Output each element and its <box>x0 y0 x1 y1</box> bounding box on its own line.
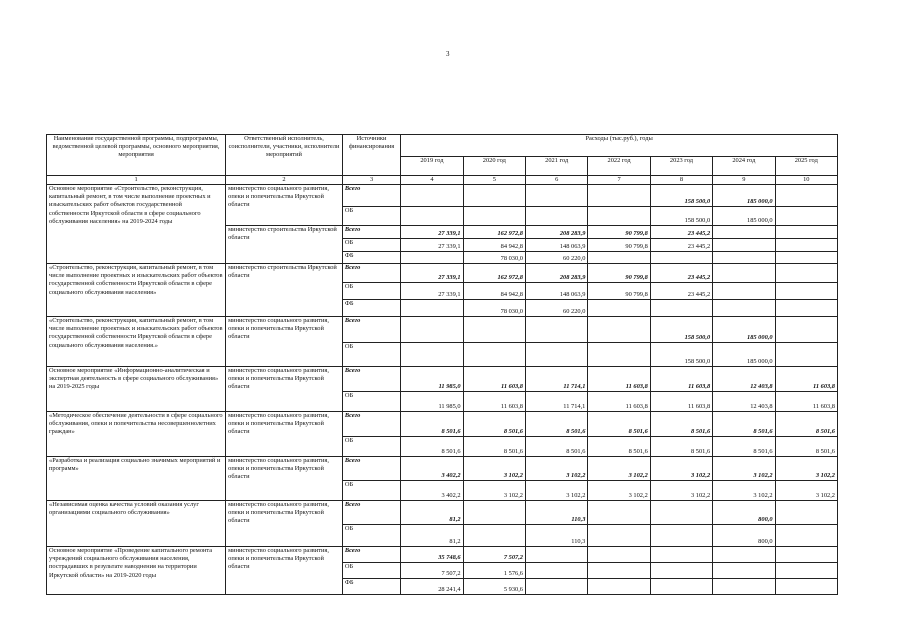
value-cell <box>526 317 588 343</box>
column-number: 4 <box>401 176 463 185</box>
value-cell <box>713 239 775 252</box>
value-cell: 90 799,8 <box>588 264 650 283</box>
value-cell: 11 603,8 <box>650 367 712 392</box>
value-cell: 158 500,0 <box>650 317 712 343</box>
value-cell <box>650 525 712 547</box>
value-cell <box>588 300 650 317</box>
source-cell: Всего <box>342 185 400 207</box>
value-cell: 110,3 <box>526 525 588 547</box>
value-cell: 23 445,2 <box>650 239 712 252</box>
table-row <box>47 317 838 343</box>
value-cell <box>401 317 463 343</box>
value-cell: 3 102,2 <box>463 457 525 481</box>
value-cell: 3 402,2 <box>401 481 463 501</box>
value-cell <box>713 226 775 239</box>
value-cell <box>401 252 463 264</box>
value-cell <box>775 252 837 264</box>
value-cell <box>588 547 650 563</box>
value-cell: 90 799,8 <box>588 283 650 300</box>
value-cell: 11 985,0 <box>401 392 463 412</box>
source-cell: ОБ <box>342 525 400 547</box>
table-row <box>47 412 838 437</box>
value-cell <box>650 501 712 525</box>
value-cell: 27 339,1 <box>401 264 463 283</box>
value-cell <box>526 563 588 579</box>
value-cell: 23 445,2 <box>650 226 712 239</box>
year-header: 2019 год <box>401 156 463 175</box>
value-cell <box>775 300 837 317</box>
column-number: 1 <box>47 176 226 185</box>
value-cell: 11 603,8 <box>775 367 837 392</box>
value-cell: 23 445,2 <box>650 264 712 283</box>
value-cell <box>775 185 837 207</box>
executor: министерство строительства Иркутской области <box>226 264 343 317</box>
value-cell: 90 799,8 <box>588 226 650 239</box>
value-cell <box>713 283 775 300</box>
value-cell <box>526 185 588 207</box>
value-cell: 8 501,6 <box>775 437 837 457</box>
value-cell: 12 403,8 <box>713 367 775 392</box>
value-cell: 5 930,6 <box>463 579 525 595</box>
executor: министерство социального развития, опеки и попечительства Иркутской области <box>226 501 343 547</box>
executor: министерство строительства Иркутской области <box>226 226 343 264</box>
table-row <box>47 457 838 481</box>
value-cell: 3 102,2 <box>588 457 650 481</box>
year-header: 2023 год <box>650 156 712 175</box>
value-cell <box>526 579 588 595</box>
executor: министерство социального развития, опеки и попечительства Иркутской области <box>226 317 343 367</box>
value-cell: 11 714,1 <box>526 392 588 412</box>
value-cell <box>713 547 775 563</box>
expenses-table <box>46 134 838 595</box>
value-cell: 158 500,0 <box>650 343 712 367</box>
value-cell: 3 102,2 <box>463 481 525 501</box>
year-header: 2025 год <box>775 156 837 175</box>
value-cell: 8 501,6 <box>713 437 775 457</box>
value-cell: 11 603,8 <box>588 367 650 392</box>
source-cell: Всего <box>342 457 400 481</box>
year-header: 2024 год <box>713 156 775 175</box>
value-cell <box>713 300 775 317</box>
value-cell: 27 339,1 <box>401 226 463 239</box>
value-cell <box>650 252 712 264</box>
value-cell <box>463 207 525 226</box>
value-cell <box>775 207 837 226</box>
value-cell: 11 603,8 <box>588 392 650 412</box>
header-name: Наименование государственной программы, подпрограммы, ведомственной целевой программы, основного мероприятия, мероприятия <box>47 135 226 176</box>
source-cell: ОБ <box>342 392 400 412</box>
value-cell <box>775 563 837 579</box>
value-cell <box>650 579 712 595</box>
value-cell: 7 507,2 <box>463 547 525 563</box>
column-number: 2 <box>226 176 343 185</box>
value-cell <box>713 579 775 595</box>
source-cell: ФБ <box>342 252 400 264</box>
value-cell: 8 501,6 <box>463 412 525 437</box>
value-cell: 3 102,2 <box>713 481 775 501</box>
source-cell: ОБ <box>342 207 400 226</box>
table-row <box>47 547 838 563</box>
value-cell: 27 339,1 <box>401 239 463 252</box>
value-cell <box>775 317 837 343</box>
source-cell: ОБ <box>342 343 400 367</box>
source-cell: Всего <box>342 501 400 525</box>
value-cell: 28 241,4 <box>401 579 463 595</box>
value-cell <box>775 579 837 595</box>
value-cell: 8 501,6 <box>463 437 525 457</box>
value-cell: 1 576,6 <box>463 563 525 579</box>
value-cell: 11 714,1 <box>526 367 588 392</box>
value-cell: 3 102,2 <box>526 457 588 481</box>
year-header: 2022 год <box>588 156 650 175</box>
value-cell <box>401 185 463 207</box>
value-cell: 8 501,6 <box>526 437 588 457</box>
value-cell: 3 102,2 <box>526 481 588 501</box>
header-executor: Ответственный исполнитель, соисполнители, участники, исполнители мероприятий <box>226 135 343 176</box>
value-cell: 110,3 <box>526 501 588 525</box>
measure-name: Основное мероприятие «Информационно-аналитическая и экспертная деятельность в сфере социального обслуживания» на 2019-2025 годы <box>47 367 226 412</box>
value-cell <box>463 525 525 547</box>
value-cell <box>463 185 525 207</box>
value-cell <box>650 300 712 317</box>
value-cell <box>463 501 525 525</box>
value-cell <box>775 264 837 283</box>
value-cell: 8 501,6 <box>713 412 775 437</box>
table-row <box>47 264 838 283</box>
executor: министерство социального развития, опеки и попечительства Иркутской области <box>226 185 343 226</box>
measure-name: «Независимая оценка качества условий оказания услуг организациями социального обслуживания» <box>47 501 226 547</box>
value-cell: 11 603,8 <box>775 392 837 412</box>
value-cell: 3 102,2 <box>775 457 837 481</box>
value-cell <box>526 343 588 367</box>
value-cell <box>588 579 650 595</box>
value-cell <box>463 317 525 343</box>
source-cell: ОБ <box>342 481 400 501</box>
column-number: 5 <box>463 176 525 185</box>
value-cell: 11 603,8 <box>463 367 525 392</box>
value-cell: 158 500,0 <box>650 207 712 226</box>
value-cell <box>588 317 650 343</box>
value-cell: 3 102,2 <box>650 457 712 481</box>
value-cell <box>775 343 837 367</box>
source-cell: Всего <box>342 226 400 239</box>
value-cell: 3 102,2 <box>713 457 775 481</box>
value-cell <box>650 547 712 563</box>
source-cell: ФБ <box>342 579 400 595</box>
value-cell: 11 603,8 <box>463 392 525 412</box>
value-cell: 81,2 <box>401 501 463 525</box>
value-cell <box>775 501 837 525</box>
value-cell <box>588 501 650 525</box>
value-cell: 60 220,0 <box>526 252 588 264</box>
value-cell: 185 000,0 <box>713 207 775 226</box>
value-cell: 8 501,6 <box>775 412 837 437</box>
year-header: 2020 год <box>463 156 525 175</box>
table-row <box>47 501 838 525</box>
value-cell <box>713 563 775 579</box>
value-cell <box>713 252 775 264</box>
value-cell: 23 445,2 <box>650 283 712 300</box>
header-expenses: Расходы (тыс.руб.), годы <box>401 135 838 157</box>
value-cell: 27 339,1 <box>401 283 463 300</box>
value-cell: 185 000,0 <box>713 343 775 367</box>
value-cell: 8 501,6 <box>401 412 463 437</box>
value-cell: 148 063,9 <box>526 239 588 252</box>
header-source: Источники финансирования <box>342 135 400 176</box>
value-cell <box>588 185 650 207</box>
measure-name: Основное мероприятие «Проведение капитального ремонта учреждений социального обслуживания населения, пострадавших в результате наводнения на территории Иркутской области» на 2019-2020 годы <box>47 547 226 595</box>
value-cell <box>775 547 837 563</box>
table-row <box>47 367 838 392</box>
value-cell <box>401 300 463 317</box>
source-cell: Всего <box>342 264 400 283</box>
page-number: 3 <box>446 50 450 58</box>
source-cell: ОБ <box>342 239 400 252</box>
value-cell: 8 501,6 <box>650 412 712 437</box>
executor: министерство социального развития, опеки и попечительства Иркутской области <box>226 547 343 595</box>
value-cell: 162 972,8 <box>463 264 525 283</box>
value-cell <box>775 525 837 547</box>
value-cell: 8 501,6 <box>526 412 588 437</box>
table-row <box>47 185 838 207</box>
value-cell: 185 000,0 <box>713 185 775 207</box>
value-cell: 7 507,2 <box>401 563 463 579</box>
value-cell: 8 501,6 <box>588 412 650 437</box>
value-cell <box>463 343 525 367</box>
source-cell: ОБ <box>342 563 400 579</box>
column-number: 10 <box>775 176 837 185</box>
column-number: 8 <box>650 176 712 185</box>
measure-name: «Строительство, реконструкция, капитальный ремонт, в том числе выполнение проектных и изыскательских работ объектов государственной собственности Иркутской области в сфере социального обслуживания населения.» <box>47 317 226 367</box>
executor: министерство социального развития, опеки и попечительства Иркутской области <box>226 412 343 457</box>
value-cell: 3 102,2 <box>650 481 712 501</box>
year-header: 2021 год <box>526 156 588 175</box>
value-cell: 208 283,9 <box>526 264 588 283</box>
value-cell: 12 403,8 <box>713 392 775 412</box>
value-cell: 84 942,8 <box>463 283 525 300</box>
value-cell: 800,0 <box>713 501 775 525</box>
source-cell: ОБ <box>342 437 400 457</box>
value-cell: 78 030,0 <box>463 252 525 264</box>
value-cell: 81,2 <box>401 525 463 547</box>
value-cell <box>401 207 463 226</box>
value-cell: 8 501,6 <box>650 437 712 457</box>
value-cell <box>650 563 712 579</box>
source-cell: Всего <box>342 367 400 392</box>
value-cell: 78 030,0 <box>463 300 525 317</box>
value-cell: 90 799,8 <box>588 239 650 252</box>
value-cell: 11 985,0 <box>401 367 463 392</box>
value-cell: 84 942,8 <box>463 239 525 252</box>
value-cell <box>713 264 775 283</box>
value-cell: 3 102,2 <box>588 481 650 501</box>
value-cell: 60 220,0 <box>526 300 588 317</box>
value-cell <box>588 563 650 579</box>
value-cell: 8 501,6 <box>401 437 463 457</box>
column-number: 6 <box>526 176 588 185</box>
value-cell <box>775 226 837 239</box>
value-cell: 185 000,0 <box>713 317 775 343</box>
measure-name: «Разработка и реализация социально значимых мероприятий и программ» <box>47 457 226 501</box>
value-cell <box>588 252 650 264</box>
value-cell: 3 402,2 <box>401 457 463 481</box>
measure-name: Основное мероприятие «Строительство, реконструкция, капитальный ремонт, в том числе выполнение проектных и изыскательских работ объектов государственной собственности Иркутской области в сфере социального обслуживания населения» на 2019-2024 годы <box>47 185 226 264</box>
value-cell <box>775 239 837 252</box>
column-number: 3 <box>342 176 400 185</box>
source-cell: Всего <box>342 412 400 437</box>
measure-name: «Строительство, реконструкция, капитальный ремонт, в том числе выполнение проектных и изыскательских работ объектов государственной собственности Иркутской области в сфере социального обслуживания населения» <box>47 264 226 317</box>
source-cell: Всего <box>342 317 400 343</box>
value-cell: 208 283,9 <box>526 226 588 239</box>
value-cell: 11 603,8 <box>650 392 712 412</box>
value-cell: 148 063,9 <box>526 283 588 300</box>
measure-name: «Методическое обеспечение деятельности в сфере социального обслуживания, опеки и попечительства несовершеннолетних граждан» <box>47 412 226 457</box>
source-cell: ОБ <box>342 283 400 300</box>
column-number: 9 <box>713 176 775 185</box>
value-cell: 3 102,2 <box>775 481 837 501</box>
source-cell: Всего <box>342 547 400 563</box>
column-number: 7 <box>588 176 650 185</box>
value-cell <box>775 283 837 300</box>
value-cell <box>588 525 650 547</box>
source-cell: ФБ <box>342 300 400 317</box>
value-cell: 162 972,8 <box>463 226 525 239</box>
value-cell: 158 500,0 <box>650 185 712 207</box>
value-cell <box>588 207 650 226</box>
value-cell <box>526 207 588 226</box>
executor: министерство социального развития, опеки и попечительства Иркутской области <box>226 367 343 412</box>
value-cell <box>526 547 588 563</box>
value-cell: 35 748,6 <box>401 547 463 563</box>
value-cell: 800,0 <box>713 525 775 547</box>
value-cell <box>588 343 650 367</box>
value-cell: 8 501,6 <box>588 437 650 457</box>
executor: министерство социального развития, опеки и попечительства Иркутской области <box>226 457 343 501</box>
value-cell <box>401 343 463 367</box>
